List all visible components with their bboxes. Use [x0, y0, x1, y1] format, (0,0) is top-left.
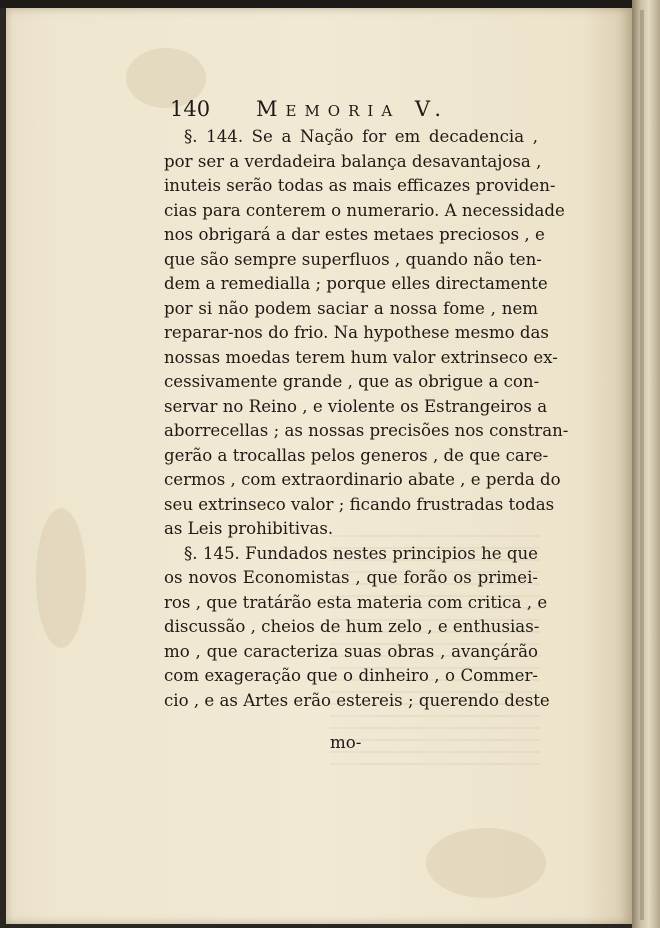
text-line: cessivamente grande , que as obrigue a con- [164, 372, 540, 391]
text-line: mo , que caracteriza suas obras , avançárão [164, 641, 538, 661]
paper-stain [426, 828, 546, 898]
text-line: inuteis serão todas as mais efficazes providen- [164, 176, 556, 195]
text-line: servar no Reino , e violente os Estrangeiros a [164, 396, 548, 416]
text-line: ros , que tratárão esta materia com critica , e [164, 592, 548, 612]
text-line: §. 145. Fundados nestes principios he que [184, 543, 538, 563]
text-line: cermos , com extraordinario abate , e perda do [164, 470, 561, 489]
text-line: com exageração que o dinheiro , o Commer- [164, 666, 538, 685]
text-line: gerão a trocallas pelos generos , de que care- [164, 445, 549, 465]
text-line: cio , e as Artes erão estereis ; querendo deste [164, 690, 550, 710]
scanner-top-border [0, 0, 660, 8]
text-line: nos obrigará a dar estes metaes preciosos , e [164, 225, 545, 244]
text-line: nossas moedas terem hum valor extrinseco ex- [164, 347, 558, 367]
text-line: por ser a verdadeira balança desavantajosa , [164, 151, 542, 171]
text-line: as Leis prohibitivas. [164, 519, 334, 538]
text-line: §. 144. Se a Nação for em decadencia , [184, 127, 538, 146]
catchword: mo- [330, 733, 362, 752]
text-line: por si não podem saciar a nossa fome , nem [164, 298, 538, 318]
paragraph-144 [164, 125, 569, 542]
paper-stain [36, 508, 86, 648]
text-line: reparar-nos do frio. Na hypothese mesmo das [164, 323, 549, 342]
paragraph-145 [164, 542, 550, 714]
text-line: dem a remedialla ; porque elles directamente [164, 274, 548, 293]
text-line: que são sempre superfluos , quando não ten- [164, 249, 542, 269]
text-line: cias para conterem o numerario. A necessidade [164, 200, 565, 220]
text-line: seu extrinseco valor ; ficando frustradas todas [164, 494, 555, 514]
text-line: aborrecellas ; as nossas precisões nos constran- [164, 421, 569, 440]
page-edge [632, 0, 660, 928]
page-number: 140 [170, 97, 211, 121]
text-line: discussão , cheios de hum zelo , e enthusias- [164, 617, 540, 636]
running-title: Memoria V. [256, 97, 450, 121]
text-line: os novos Economistas , que forão os primei- [164, 568, 538, 587]
page-text-block [164, 95, 569, 713]
page-edge-shadow [640, 10, 644, 920]
page-header [164, 95, 538, 125]
